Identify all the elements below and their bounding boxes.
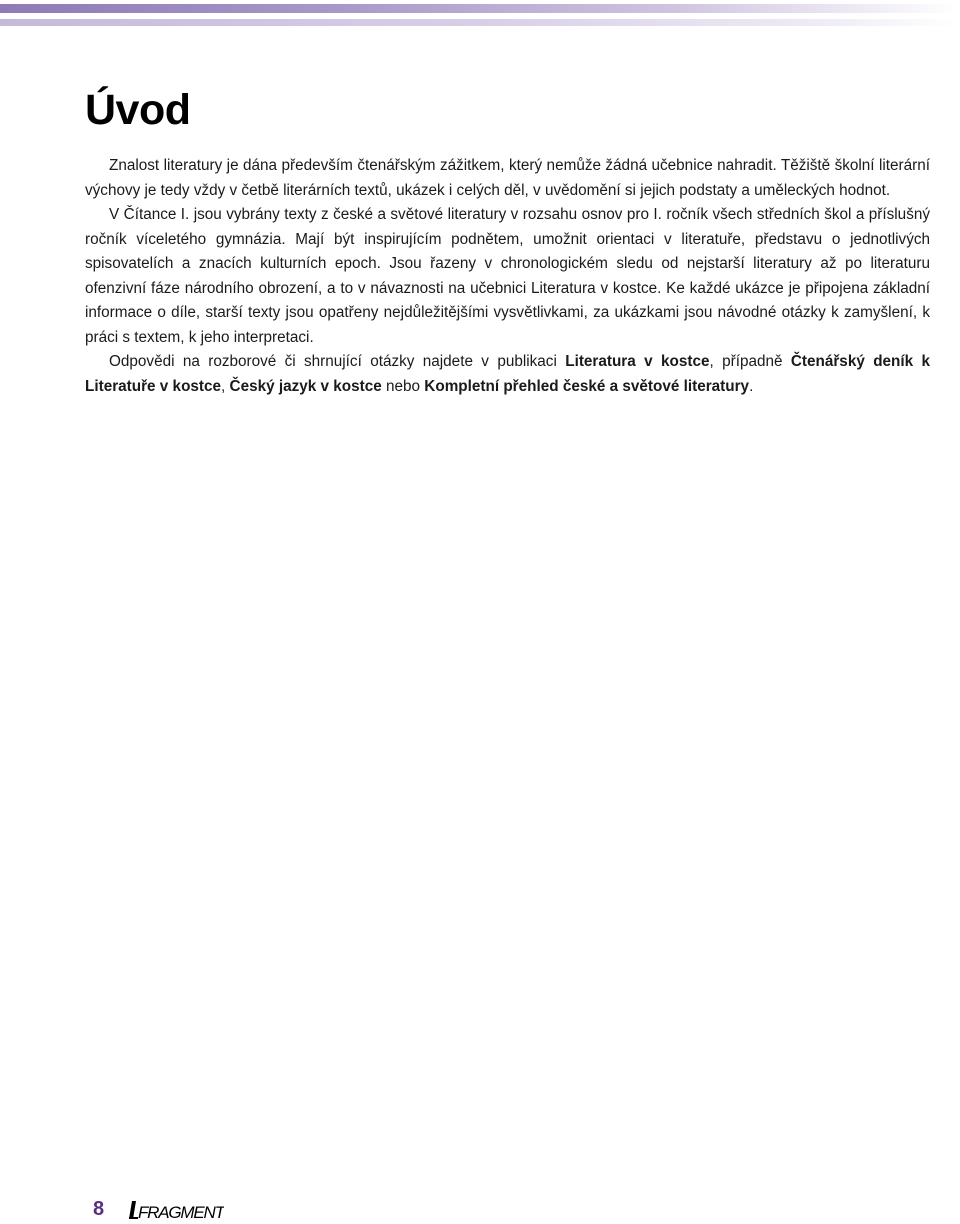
paragraph-3-sep-1: , případně — [709, 353, 791, 370]
publication-title-3: Český jazyk v kostce — [229, 377, 382, 395]
paragraph-3-intro: Odpovědi na rozborové či shrnující otázky najdete v publikaci — [109, 353, 566, 370]
paragraph-3 — [85, 350, 930, 399]
header-band-top — [0, 4, 960, 13]
fragment-logo — [128, 1198, 224, 1222]
page-number: 8 — [93, 1198, 105, 1220]
logo-wordmark: FRAGMENT — [138, 1203, 224, 1222]
publication-title-4: Kompletní přehled české a světové literatury — [424, 377, 750, 395]
page-title: Úvod — [85, 86, 191, 134]
paragraph-1: Znalost literatury je dána především čtenářským zážitkem, který nemůže žádná učebnice nahradit. Těžiště školní literární výchovy je tedy vždy v četbě literárních textů, ukázek i celých děl, v uvědomění si jejich podstaty a uměleckých hodnot. — [85, 157, 930, 199]
paragraph-2: V Čítance I. jsou vybrány texty z české a světové literatury v rozsahu osnov pro I. ročník všech středních škol a příslušný ročník víceletého gymnázia. Mají být inspirujícím podnětem, umožnit orientaci v literatuře, představu o jednotlivých spisovatelích a znacích kulturních epoch. Jsou řazeny v chronologickém sledu od nejstarší literatury až po literaturu ofenzivní fáze národního obrození, a to v návaznosti na učebnici Literatura v kostce. Ke každé ukázce je připojena základní informace o díle, starší texty jsou opatřeny nejdůležitějšími vysvětlivkami, za ukázkami jsou návodné otázky k zamyšlení, k práci s textem, k jeho interpretaci. — [85, 206, 930, 346]
header-band-bottom — [0, 19, 960, 26]
header-decoration — [0, 0, 960, 28]
publication-title-1: Literatura v kostce — [565, 353, 710, 370]
paragraph-3-sep-2: , — [221, 377, 230, 395]
paragraph-3-sep-3: nebo — [381, 377, 425, 395]
paragraph-3-end: . — [749, 377, 754, 395]
publication-title-2: Čtenářský deník k Literatuře v kostce — [85, 353, 931, 395]
intro-text — [85, 154, 930, 399]
